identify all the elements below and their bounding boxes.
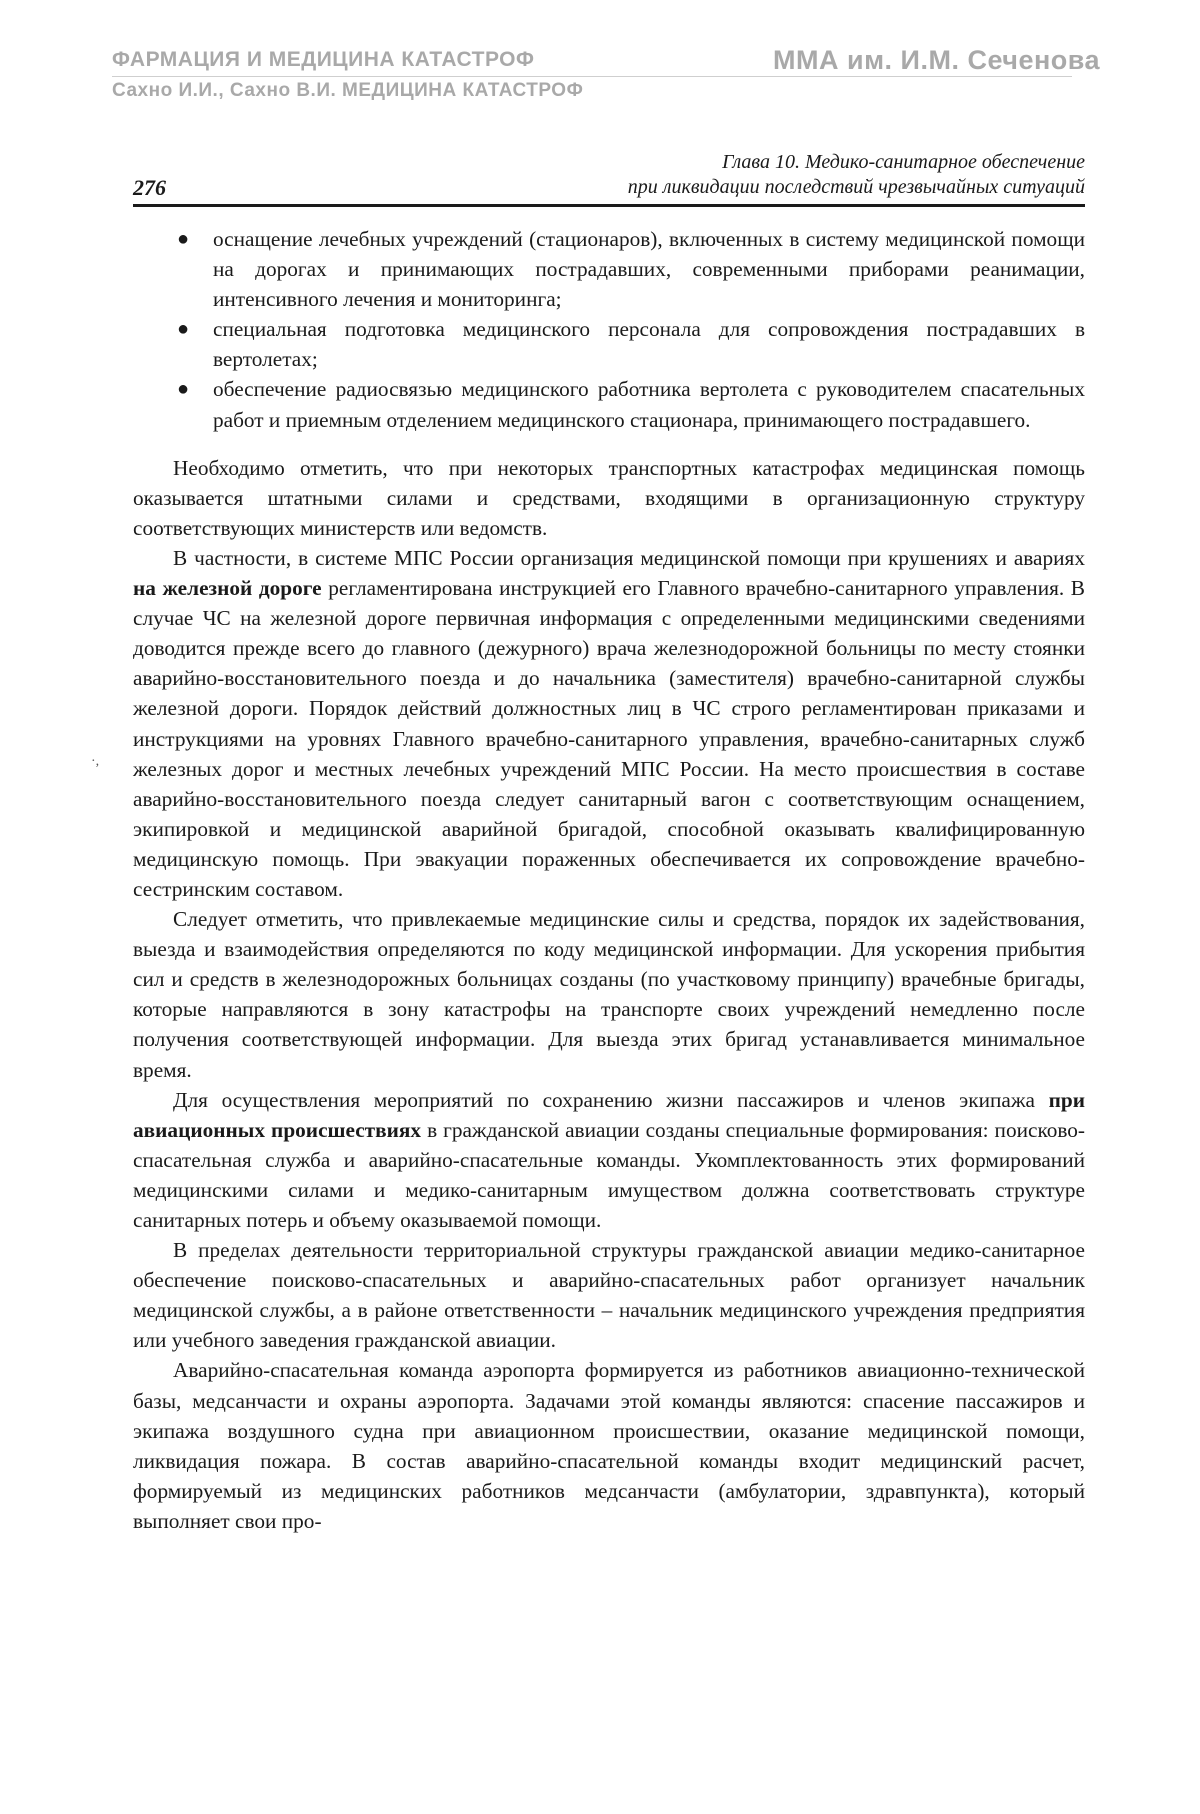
bullet-list: [133, 224, 1085, 435]
emphasis-aviation: при авиационных происшествиях: [133, 1087, 1085, 1142]
paragraph: [133, 543, 1085, 904]
page-body: [133, 224, 1085, 1536]
paragraph: [133, 1085, 1085, 1235]
paragraph: Аварийно-спасательная команда аэропорта формируется из работников авиационно-технической базы, медсанчасти и охраны аэропорта. Задачами этой команды являются: спасение пассажиров и экипажа воздушного судна при авиационном происшествии, оказание медицинской помощи, ликвидация пожара. В состав аварийно-спасательной команды входит медицинский расчет, формируемый из медицинских работников медсанчасти (амбулатории, здравпункта), который выполняет свои про-: [133, 1358, 1085, 1533]
paragraph-text: В частности, в системе МПС России организация медицинской помощи при крушениях и авариях: [173, 545, 1085, 570]
paragraph: В пределах деятельности территориальной структуры гражданской авиации медико-санитарное обеспечение поисково-спасательных и аварийно-спасательных работ организует начальник медицинской службы, а в районе ответственности – начальник медицинского учреждения предприятия или учебного заведения гражданской авиации.: [133, 1238, 1085, 1353]
list-item: [133, 224, 1085, 314]
paragraph-text: в гражданской авиации созданы специальные формирования: поисково-спасательная служба и аварийно-спасательные команды. Укомплектованность этих формирований медицинскими силами и медико-санитарным имуществом должна соответствовать структуре санитарных потерь и объему оказываемой помощи.: [133, 1117, 1086, 1232]
watermark-institution: ММА им. И.М. Сеченова: [773, 45, 1101, 75]
list-item-text: обеспечение радиосвязью медицинского работника вертолета с руководителем спасательных работ и приемным отделением медицинского стационара, принимающего пострадавшего.: [213, 377, 1085, 432]
list-item-text: оснащение лечебных учреждений (стационаров), включенных в систему медицинской помощи на дорогах и принимающих пострадавших, современными приборами реанимации, интенсивного лечения и мониторинга;: [213, 227, 1085, 312]
watermark-divider: [112, 76, 1072, 77]
bullet-icon: ●: [177, 228, 190, 250]
paragraph: Следует отметить, что привлекаемые медицинские силы и средства, порядок их задействования, выезда и взаимодействия определяются по коду медицинской информации. Для ускорения прибытия сил и средств в железнодорожных больницах созданы (по участковому принципу) врачебные бригады, которые направляются в зону катастрофы на транспорте своих учреждений немедленно после получения соответствующей информации. Для выезда этих бригад устанавливается минимальное время.: [133, 907, 1085, 1082]
list-item: [133, 314, 1085, 374]
list-item: [133, 374, 1085, 434]
chapter-title-line-1: Глава 10. Медико-санитарное обеспечение: [722, 151, 1085, 173]
list-item-text: специальная подготовка медицинского персонала для сопровождения пострадавших в вертолетах;: [213, 317, 1085, 372]
chapter-title-line-2: при ликвидации последствий чрезвычайных ситуаций: [627, 176, 1085, 198]
watermark-authors: Сахно И.И., Сахно В.И. МЕДИЦИНА КАТАСТРОФ: [112, 80, 584, 101]
running-head: [133, 150, 1085, 204]
paragraph-text: регламентирована инструкцией его Главного врачебно-санитарного управления. В случае ЧС на железной дороге первичная информация с определенными медицинскими сведениями доводится прежде всего до главного (дежурного) врача железнодорожной больницы по месту стоянки аварийно-восстановительного поезда и до начальника (заместителя) врачебно-санитарной службы железной дороги. Порядок действий должностных лиц в ЧС строго регламентирован приказами и инструкциями на уровнях Главного врачебно-санитарного управления, врачебно-санитарных служб железных дорог и местных лечебных учреждений МПС России. На место происшествия в составе аварийно-восстановительного поезда следует санитарный вагон с соответствующим оснащением, экипировкой и медицинской аварийной бригадой, способной оказывать квалифицированную медицинскую помощь. При эвакуации пораженных обеспечивается их сопровождение врачебно-сестринским составом.: [133, 576, 1086, 901]
bullet-icon: ●: [177, 318, 190, 341]
page-number: 276: [133, 175, 166, 200]
header-rule: [133, 204, 1085, 207]
emphasis-railway: на железной дороге: [133, 576, 322, 601]
paragraph-text: Для осуществления мероприятий по сохранению жизни пассажиров и членов экипажа: [173, 1087, 1049, 1112]
bullet-icon: ●: [177, 378, 190, 401]
margin-mark: ·,: [91, 754, 100, 769]
paragraph: Необходимо отметить, что при некоторых транспортных катастрофах медицинская помощь оказывается штатными силами и средствами, входящими в организационную структуру соответствующих министерств или ведомств.: [133, 455, 1085, 540]
chapter-title: [628, 150, 1085, 200]
watermark-title: ФАРМАЦИЯ И МЕДИЦИНА КАТАСТРОФ: [112, 48, 535, 71]
